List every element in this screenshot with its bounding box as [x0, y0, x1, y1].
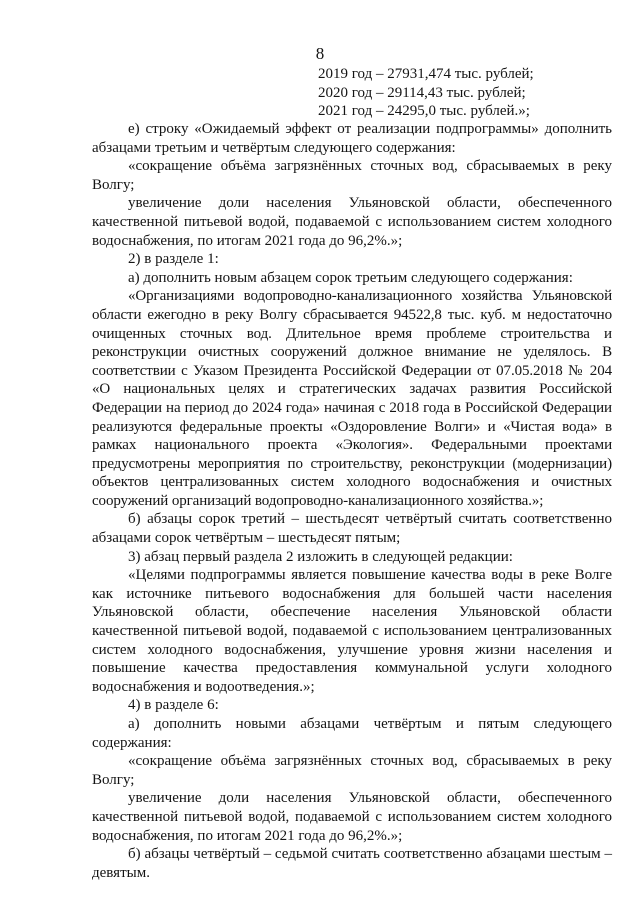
paragraph-quote-organizations: «Организациями водопроводно-канализационного хозяйства Ульяновской области ежегодно в реку Волгу сбрасывается 94522,8 тыс. куб. м недостаточно очищенных сточных вод. Длительное время проблеме строительства и реконструкции очистных сооружений должное внимание не уделялось. В соответствии с Указом Президента Российской Федерации от 07.05.2018 № 204 «О национальных целях и стратегических задачах развития Российской Федерации на период до 2024 года» начиная с 2018 года в Российской Федерации реализуются федеральные проекты «Оздоровление Волги» и «Чистая вода» в рамках национального проекта «Экология». Федеральными проектами предусмотрены мероприятия по строительству, реконструкции (модернизации) объектов централизованных систем холодного водоснабжения и очистных сооружений организаций водопроводно-канализационного хозяйства.»;	[92, 288, 612, 509]
budget-line-2021: 2021 год – 24295,0 тыс. рублей.»;	[318, 103, 530, 120]
budget-line-2019: 2019 год – 27931,474 тыс. рублей;	[318, 66, 534, 82]
paragraph-increase-population-share-2: увеличение доли населения Ульяновской области, обеспеченного качественной питьевой водой, подаваемой с использованием систем холодного водоснабжения, по итогам 2021 года до 96,2%.»;	[92, 790, 612, 844]
paragraph-quote-reduce-wastewater-2: «сокращение объёма загрязнённых сточных вод, сбрасываемых в реку Волгу;	[92, 753, 612, 788]
page-number: 8	[315, 44, 325, 63]
paragraph-section-6-heading: 4) в разделе 6:	[128, 697, 219, 714]
paragraph-b-renumber: б) абзацы сорок третий – шестьдесят четвёртый считать соответственно абзацами сорок четвёртым – шестьдесят пятым;	[92, 511, 612, 547]
paragraph-increase-population-share: увеличение доли населения Ульяновской области, обеспеченного качественной питьевой водой, подаваемой с использованием систем холодного водоснабжения, по итогам 2021 года до 96,2%.»;	[92, 195, 612, 249]
paragraph-b-renumber-4-7: б) абзацы четвёртый – седьмой считать соответственно абзацами шестым – девятым.	[92, 846, 612, 881]
paragraph-quote-goals: «Целями подпрограммы является повышение качества воды в реке Волге как источнике питьевого водоснабжения для большей части населения Ульяновской области, обеспечение населения Ульяновской области качественной питьевой водой, подаваемой с использованием централизованных систем холодного водоснабжения, улучшение уровня жизни населения и повышение качества предоставления коммунальной услуги холодного водоснабжения и водоотведения.»;	[92, 567, 612, 695]
paragraph-a-add-43rd: а) дополнить новым абзацем сорок третьим следующего содержания:	[128, 269, 573, 286]
paragraph-3-section-2: 3) абзац первый раздела 2 изложить в следующей редакции:	[128, 548, 513, 565]
paragraph-section-1-heading: 2) в разделе 1:	[128, 251, 219, 268]
budget-lines	[318, 65, 534, 121]
paragraph-a-add-4th-5th: а) дополнить новыми абзацами четвёртым и пятым следующего содержания:	[92, 716, 612, 751]
document-body	[92, 120, 612, 882]
paragraph-e-expected-effect: е) строку «Ожидаемый эффект от реализации подпрограммы» дополнить абзацами третьим и четвёртым следующего содержания:	[92, 121, 612, 156]
budget-line-2020: 2020 год – 29114,43 тыс. рублей;	[318, 84, 526, 101]
paragraph-quote-reduce-wastewater: «сокращение объёма загрязнённых сточных вод, сбрасываемых в реку Волгу;	[92, 158, 612, 193]
